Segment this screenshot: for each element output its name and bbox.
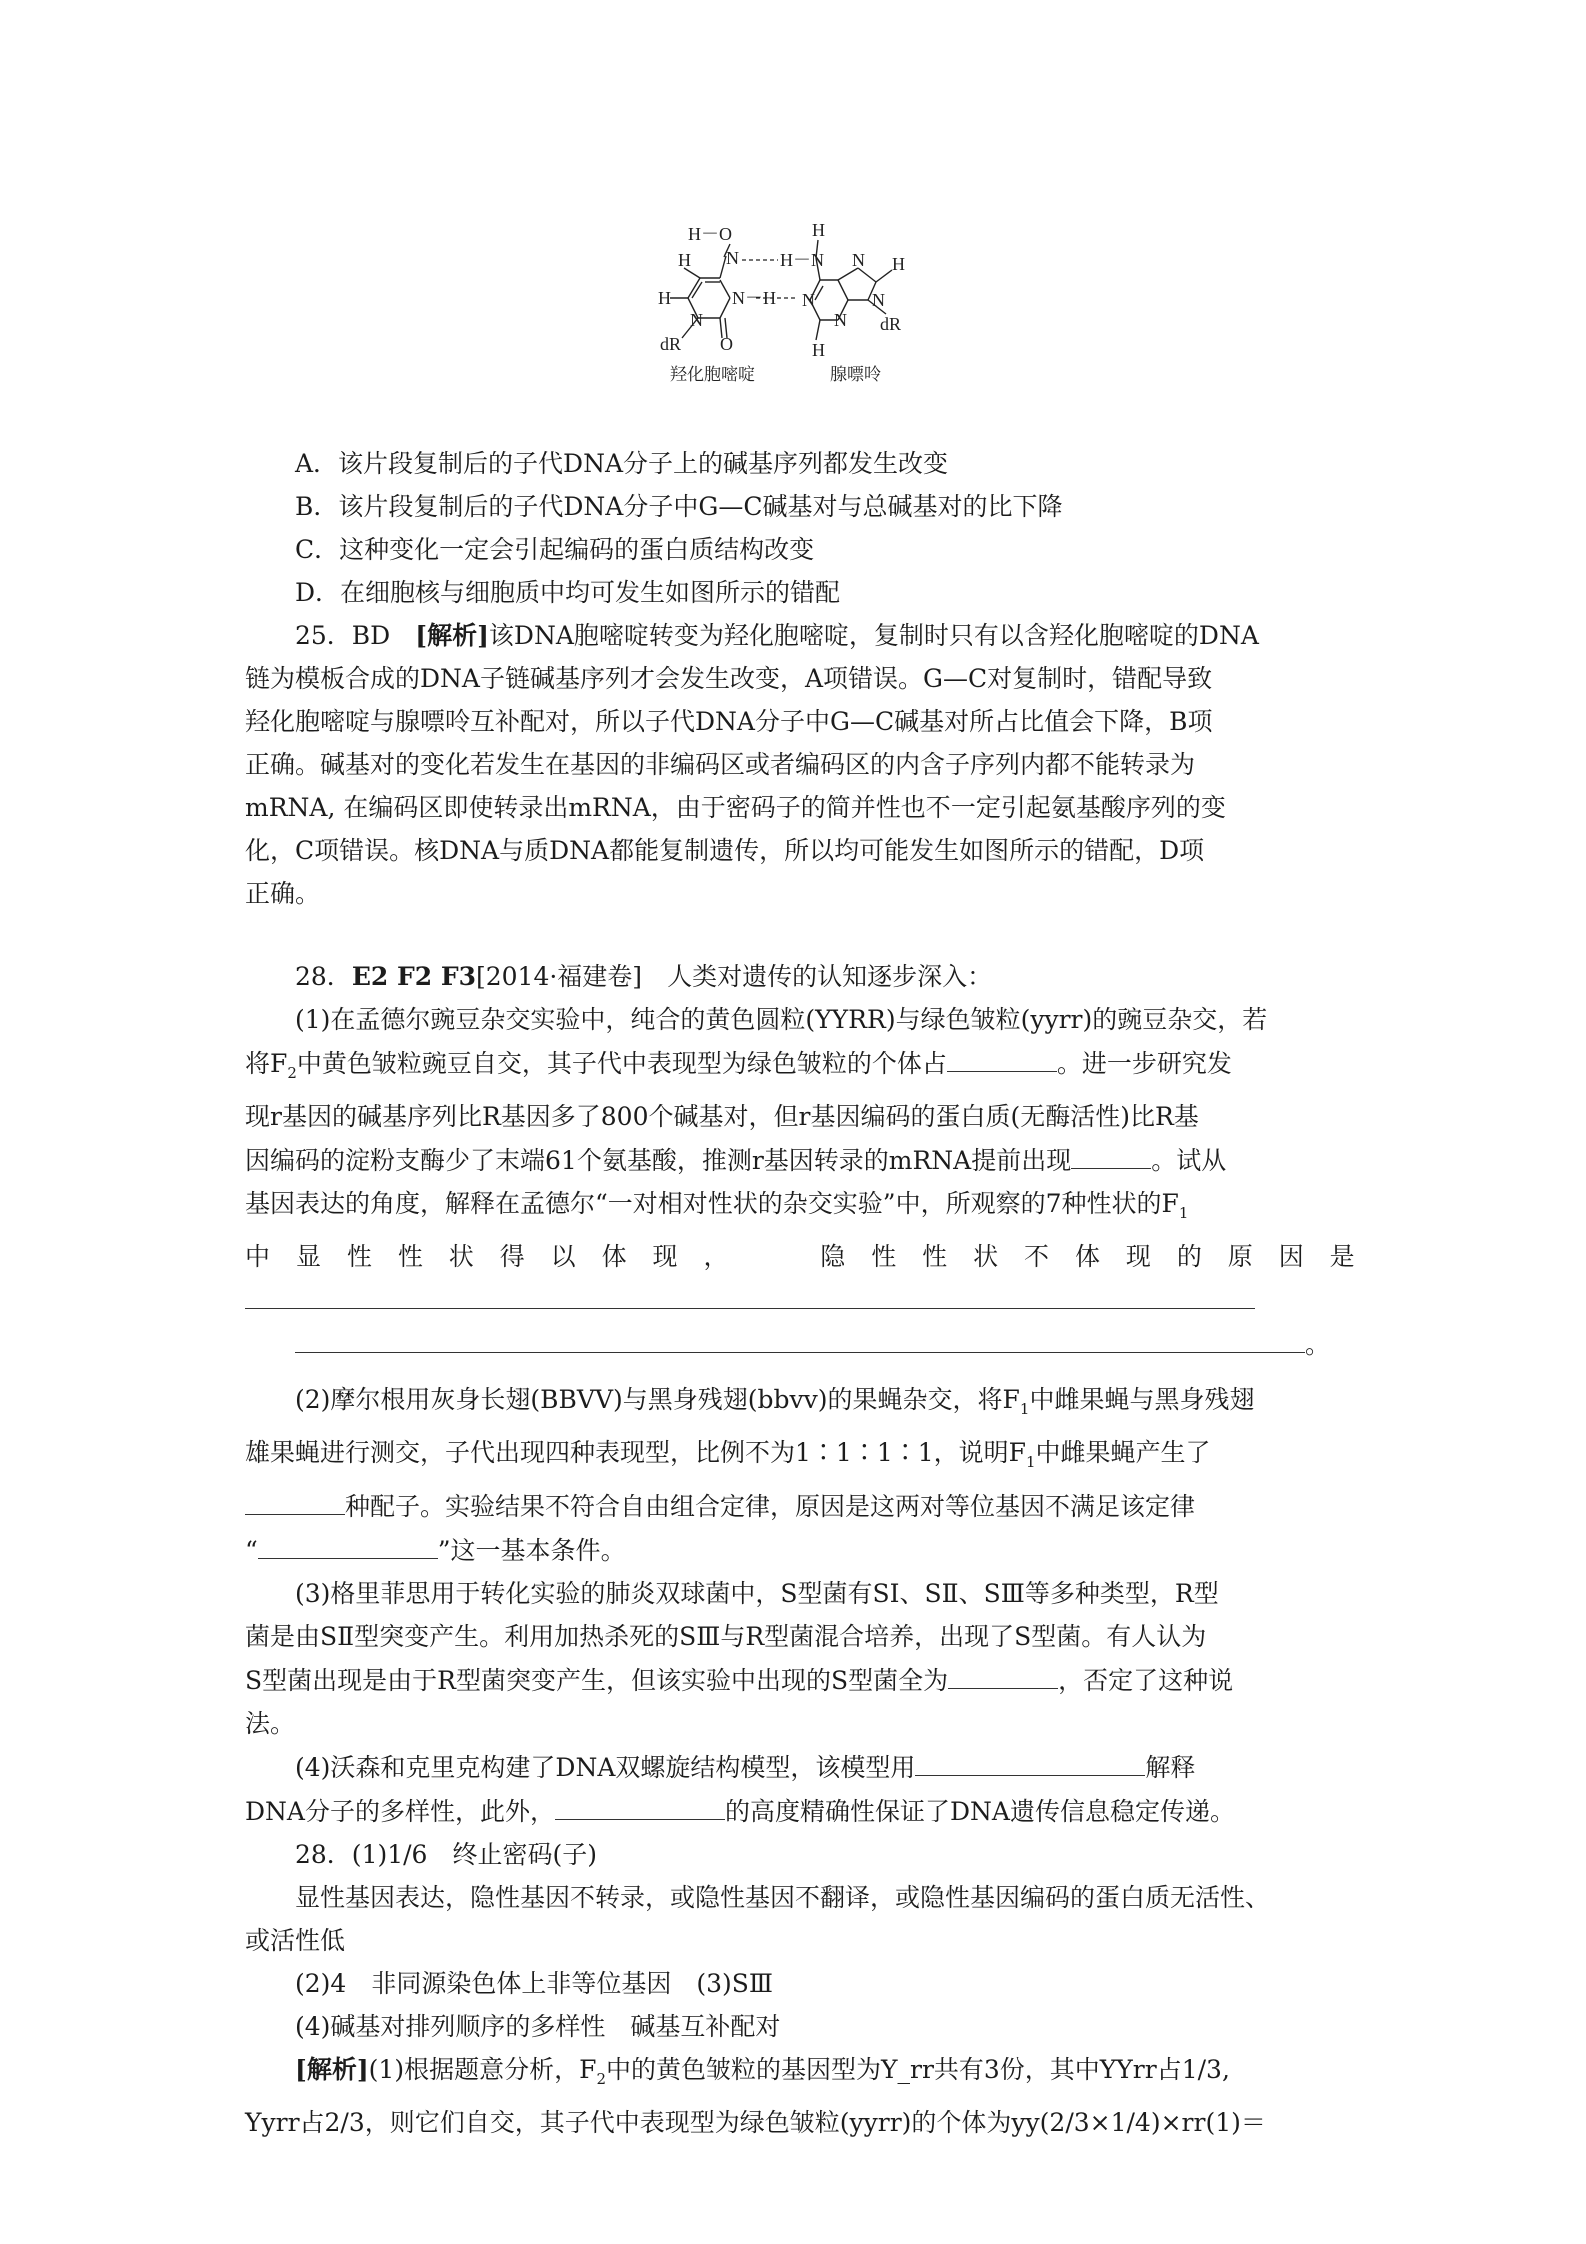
- atom-h: H: [892, 254, 905, 274]
- structure-diagram: [630, 200, 1050, 430]
- atom-h-o: H－O: [688, 224, 732, 244]
- answer-28-analysis: [解析](1)根据题意分析，$F_2$中的黄色皱粒的基因型为Y_rr共有3份，其中YYrr占1/3,: [295, 2055, 1230, 2088]
- q28-part2-line: 种配子。实验结果不符合自由组合定律，原因是这两对等位基因不满足该定律: [245, 1484, 1355, 1528]
- caption-hydroxycytosine: 羟化胞嘧啶: [670, 365, 755, 385]
- analysis-line: mRNA, 在编码区即使转录出mRNA，由于密码子的简并性也不一定引起氨基酸序列的变: [245, 793, 1226, 822]
- atom-n: N: [872, 290, 885, 310]
- answer-line-end: 。: [245, 1322, 1355, 1366]
- atom-n: N: [834, 310, 847, 330]
- atom-n: N: [852, 250, 865, 270]
- answer-25-line: [245, 614, 1355, 657]
- answer-28-analysis: Yyrr占2/3，则它们自交，其子代中表现型为绿色皱粒(yyrr)的个体为yy(2/3×1/4)×rr(1)＝: [245, 2108, 1266, 2137]
- answer-blank[interactable]: [295, 1322, 1305, 1353]
- q28-part4-line: DNA分子的多样性，此外， 的高度精确性保证了DNA遗传信息稳定传递。: [245, 1789, 1355, 1833]
- atom-h: H: [658, 288, 671, 308]
- question-number: 28．: [295, 962, 352, 991]
- caption-adenine: 腺嘌呤: [830, 365, 881, 385]
- answer-28-line: 显性基因表达，隐性基因不转录，或隐性基因不翻译，或隐性基因编码的蛋白质无活性、: [295, 1883, 1271, 1912]
- answer-28-line: (4)碱基对排列顺序的多样性 碱基互补配对: [295, 2012, 781, 2041]
- q28-part3-line: 法。: [245, 1709, 296, 1738]
- answer-28-line: 28．(1)1/6 终止密码(子): [295, 1840, 597, 1869]
- answer-25-number: 25．BD: [295, 621, 391, 650]
- analysis-tag: [解析]: [415, 621, 489, 650]
- analysis-line: 正确。碱基对的变化若发生在基因的非编码区或者编码区的内含子序列内都不能转录为: [245, 750, 1196, 779]
- q28-part3-line: 菌是由SⅡ型突变产生。利用加热杀死的SⅢ与R型菌混合培养，出现了S型菌。有人认为: [245, 1622, 1207, 1651]
- analysis-tag: [解析]: [295, 2055, 369, 2084]
- answer-blank[interactable]: [555, 1789, 725, 1820]
- atom-n: N: [726, 248, 739, 268]
- analysis-line: 正确。: [245, 879, 321, 908]
- atom-h: H: [678, 250, 691, 270]
- answer-blank[interactable]: [948, 1658, 1058, 1689]
- question-28-header: [245, 955, 1355, 998]
- analysis-text: 该DNA胞嘧啶转变为羟化胞嘧啶，复制时只有以含羟化胞嘧啶的DNA: [488, 621, 1259, 650]
- question-stem: 人类对遗传的认知逐步深入：: [667, 962, 993, 991]
- q28-part2-line: (2)摩尔根用灰身长翅(BBVV)与黑身残翅(bbvv)的果蝇杂交，将$F_1$中雌果蝇与黑身残翅: [295, 1385, 1255, 1418]
- analysis-line: 羟化胞嘧啶与腺嘌呤互补配对，所以子代DNA分子中G—C碱基对所占比值会下降，B项: [245, 707, 1213, 736]
- page-body: [245, 442, 1355, 2144]
- atom-dr: dR: [880, 314, 902, 334]
- q28-part3-line: (3)格里菲思用于转化实验的肺炎双球菌中，S型菌有SⅠ、SⅡ、SⅢ等多种类型，R型: [295, 1579, 1219, 1608]
- atom-n: N: [690, 310, 703, 330]
- base-pair-figure: [630, 200, 1050, 430]
- q28-part1-line: 现r基因的碱基序列比R基因多了800个碱基对，但r基因编码的蛋白质(无酶活性)比R基: [245, 1102, 1199, 1131]
- option-b: B．该片段复制后的子代DNA分子中G—C碱基对与总碱基对的比下降: [295, 492, 1063, 521]
- atom-h-n: H－N: [780, 250, 824, 270]
- atom-dr: dR: [660, 334, 682, 354]
- question-tags: E2 F2 F3: [351, 962, 476, 991]
- answer-blank[interactable]: [245, 1484, 345, 1515]
- option-a: A．该片段复制后的子代DNA分子上的碱基序列都发生改变: [295, 449, 949, 478]
- answer-blank[interactable]: [915, 1745, 1145, 1776]
- atom-o: O: [720, 334, 733, 354]
- q28-part2-line: 雄果蝇进行测交，子代出现四种表现型，比例不为1∶1∶1∶1，说明$F_1$中雌果蝇产生了: [245, 1438, 1211, 1471]
- option-c: C．这种变化一定会引起编码的蛋白质结构改变: [295, 535, 815, 564]
- q28-part1-line: 将$F_2$中黄色皱粒豌豆自交，其子代中表现型为绿色皱粒的个体占 。进一步研究发: [245, 1041, 1355, 1095]
- analysis-line: 链为模板合成的DNA子链碱基序列才会发生改变，A项错误。G—C对复制时，错配导致: [245, 664, 1213, 693]
- q28-part2-line: “ ”这一基本条件。: [245, 1528, 1355, 1572]
- option-d: D．在细胞核与细胞质中均可发生如图所示的错配: [295, 578, 841, 607]
- answer-line[interactable]: [245, 1278, 1255, 1309]
- q28-part4-line: (4)沃森和克里克构建了DNA双螺旋结构模型，该模型用 解释: [245, 1745, 1355, 1789]
- answer-28-line: (2)4 非同源染色体上非等位基因 (3)SⅢ: [295, 1969, 773, 1998]
- answer-blank[interactable]: [1071, 1138, 1151, 1169]
- q28-part1-line: (1)在孟德尔豌豆杂交实验中，纯合的黄色圆粒(YYRR)与绿色皱粒(yyrr)的豌豆杂交，若: [295, 1005, 1268, 1034]
- q28-part3-line: S型菌出现是由于R型菌突变产生，但该实验中出现的S型菌全为 ，否定了这种说: [245, 1658, 1355, 1702]
- answer-28-line: 或活性低: [245, 1926, 346, 1955]
- atom-n-h: N－H: [732, 288, 776, 308]
- atom-h: H: [812, 340, 825, 360]
- answer-blank[interactable]: [258, 1528, 438, 1559]
- analysis-line: 化，C项错误。核DNA与质DNA都能复制遗传，所以均可能发生如图所示的错配，D项: [245, 836, 1205, 865]
- atom-h: H: [812, 220, 825, 240]
- q28-part1-line: 基因表达的角度，解释在孟德尔“一对相对性状的杂交实验”中，所观察的7种性状的$F_1$: [245, 1189, 1189, 1222]
- question-source: [2014·福建卷]: [475, 962, 643, 991]
- answer-blank[interactable]: [947, 1041, 1057, 1072]
- q28-part1-spaced-line: 中 显 性 性 状 得 以 体 现 ， 隐 性 性 状 不 体 现 的 原 因 是: [245, 1242, 1355, 1271]
- atom-n: N: [802, 290, 815, 310]
- q28-part1-line: 因编码的淀粉支酶少了末端61个氨基酸，推测r基因转录的mRNA提前出现 。试从: [245, 1138, 1355, 1182]
